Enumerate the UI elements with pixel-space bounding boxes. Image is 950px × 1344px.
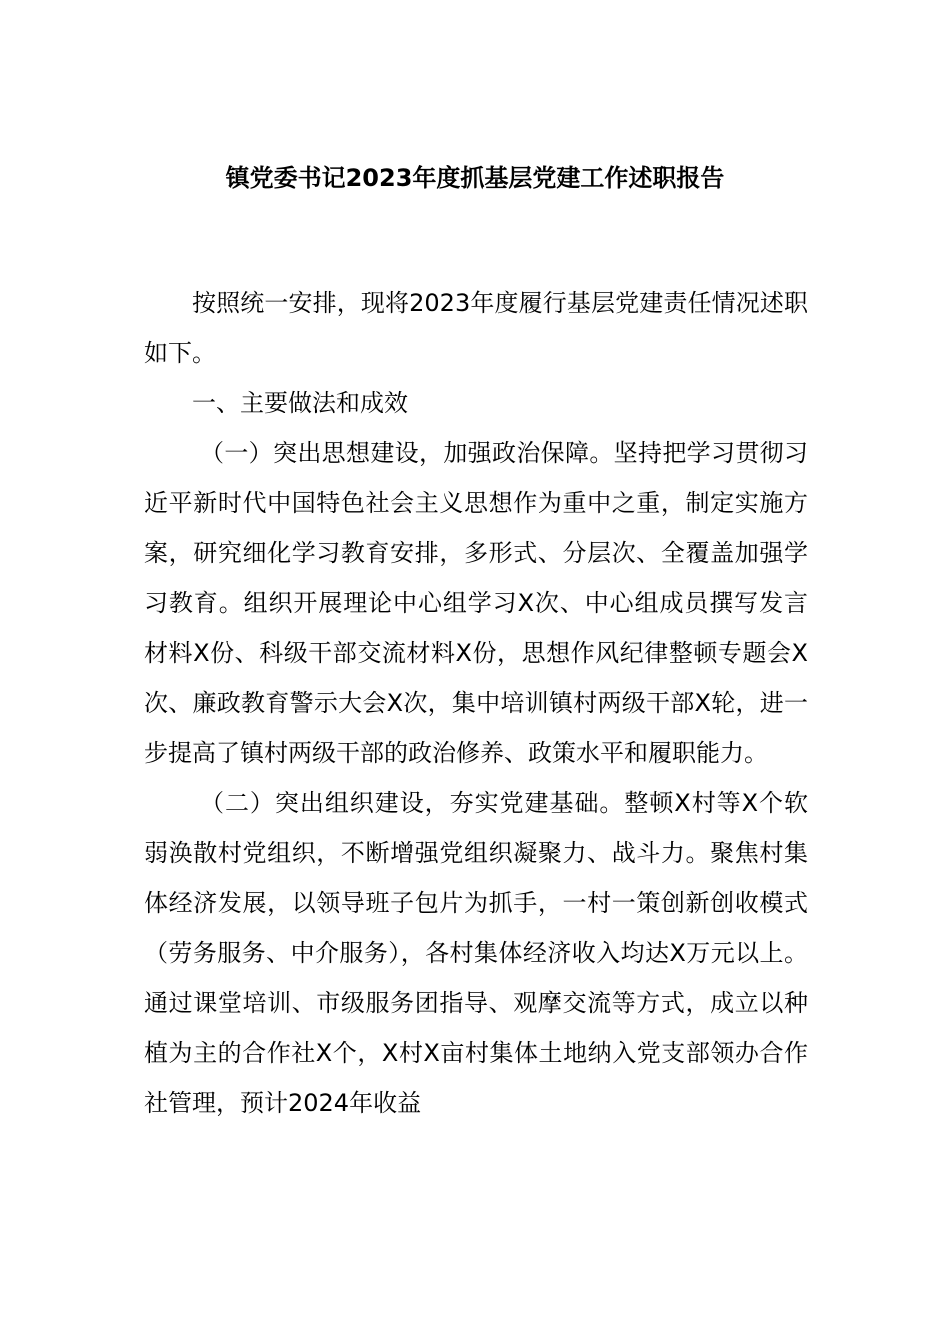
subsection-1-paragraph: （一）突出思想建设，加强政治保障。坚持把学习贯彻习近平新时代中国特色社会主义思想作为重中之重，制定实施方案，研究细化学习教育安排，多形式、分层次、全覆盖加强学习教育。组织开展理论中心组学习X次、中心组成员撰写发言材料X份、科级干部交流材料X份，思想作风纪律整顿专题会X次、廉政教育警示大会X次，集中培训镇村两级干部X轮，进一步提高了镇村两级干部的政治修养、政策水平和履职能力。 (144, 439, 808, 767)
subsection-2-paragraph: （二）突出组织建设，夯实党建基础。整顿X村等X个软弱涣散村党组织，不断增强党组织凝聚力、战斗力。聚焦村集体经济发展，以领导班子包片为抓手，一村一策创新创收模式（劳务服务、中介服务），各村集体经济收入均达X万元以上。通过课堂培训、市级服务团指导、观摩交流等方式，成立以种植为主的合作社X个，X村X亩村集体土地纳入党支部领办合作社管理，预计2024年收益 (144, 789, 808, 1117)
section-heading: 一、主要做法和成效 (192, 389, 408, 417)
document-body (144, 278, 808, 1128)
document-title: 镇党委书记2023年度抓基层党建工作述职报告 (225, 164, 725, 192)
intro-paragraph: 按照统一安排，现将2023年度履行基层党建责任情况述职如下。 (144, 289, 808, 367)
